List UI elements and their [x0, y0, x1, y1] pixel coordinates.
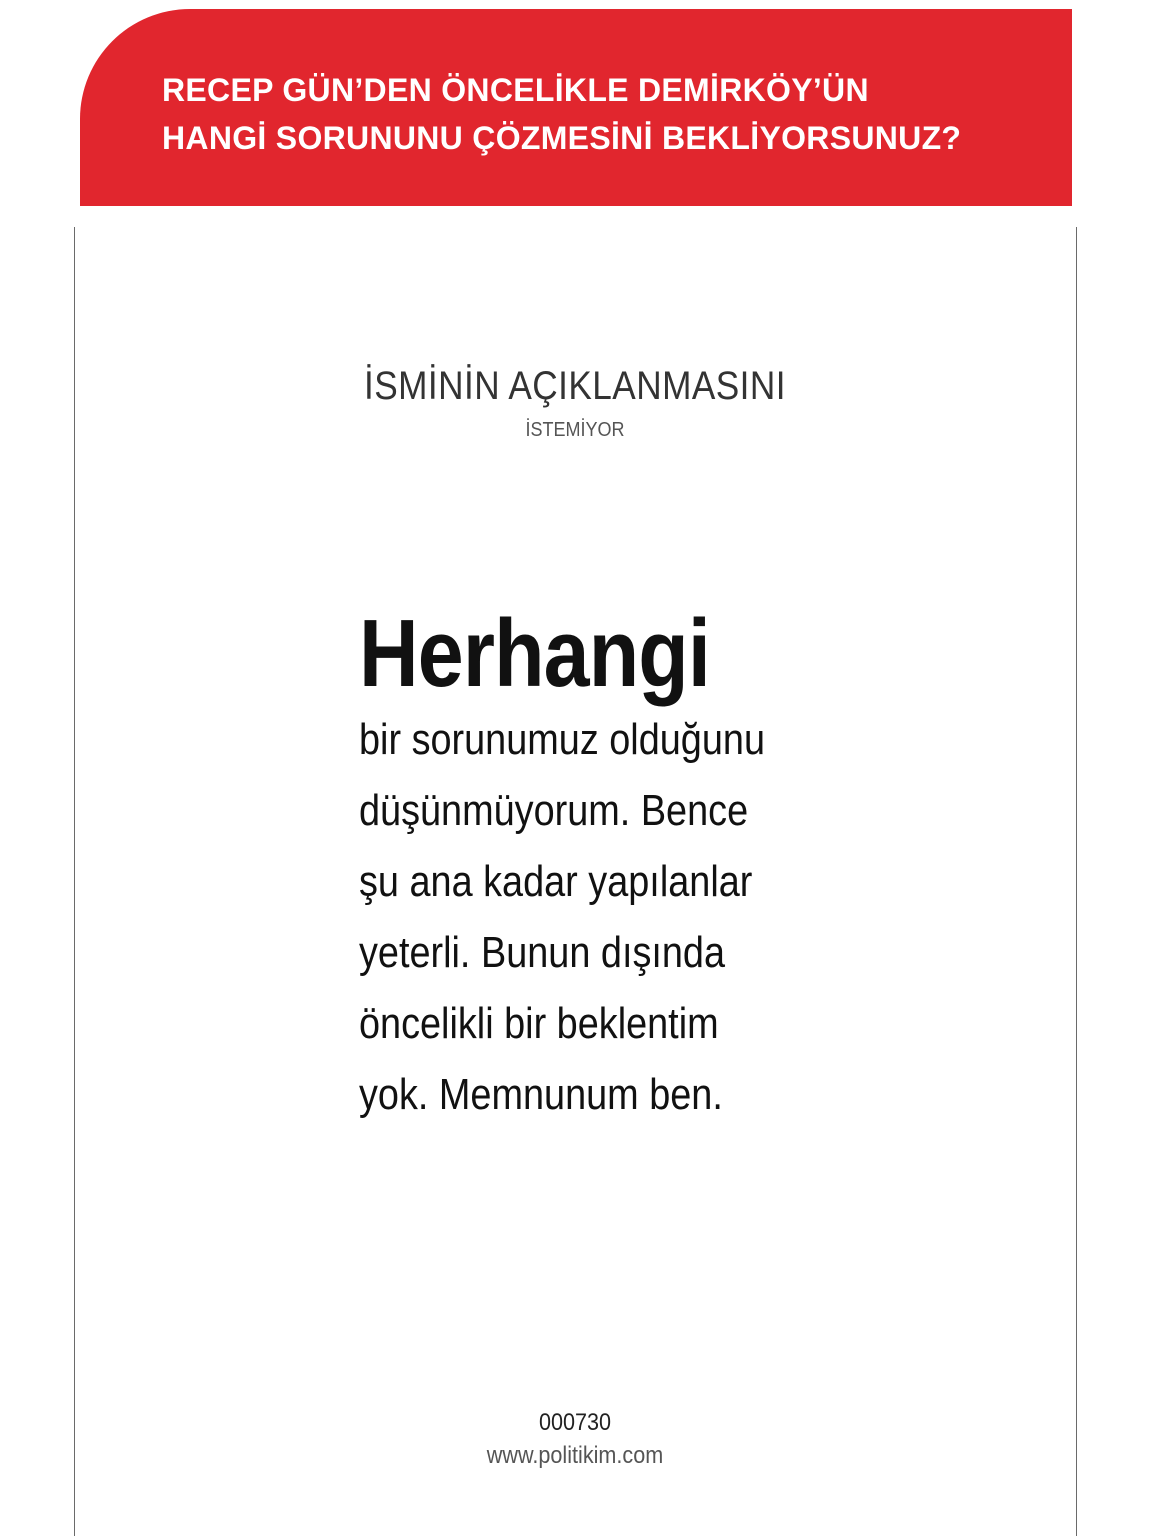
answer-line: şu ana kadar yapılanlar: [359, 857, 753, 906]
answer-line: bir sorunumuz olduğunu: [359, 715, 765, 764]
answer-line: yok. Memnunum ben.: [359, 1070, 723, 1119]
answer-line: düşünmüyorum. Bence: [359, 786, 749, 835]
respondent-subtitle: İSTEMİYOR: [525, 419, 625, 441]
answer-line: yeterli. Bunun dışında: [359, 928, 726, 977]
respondent-name: İSMİNİN AÇIKLANMASINI: [364, 364, 786, 408]
footer: [0, 1407, 1150, 1473]
answer-body: [359, 704, 919, 1130]
question-line-2: HANGİ SORUNUNU ÇÖZMESİNİ BEKLİYORSUNUZ?: [162, 120, 962, 156]
answer-lead-word: Herhangi: [359, 600, 710, 707]
answer-line: öncelikli bir beklentim: [359, 999, 719, 1048]
reference-code: 000730: [538, 1409, 612, 1436]
answer-quote: [359, 598, 919, 1130]
website-link[interactable]: www.politikim.com: [486, 1442, 664, 1469]
question-banner: [80, 9, 1072, 206]
respondent-block: [0, 360, 1150, 444]
question-line-1: RECEP GÜN’DEN ÖNCELİKLE DEMİRKÖY’ÜN: [162, 72, 869, 108]
